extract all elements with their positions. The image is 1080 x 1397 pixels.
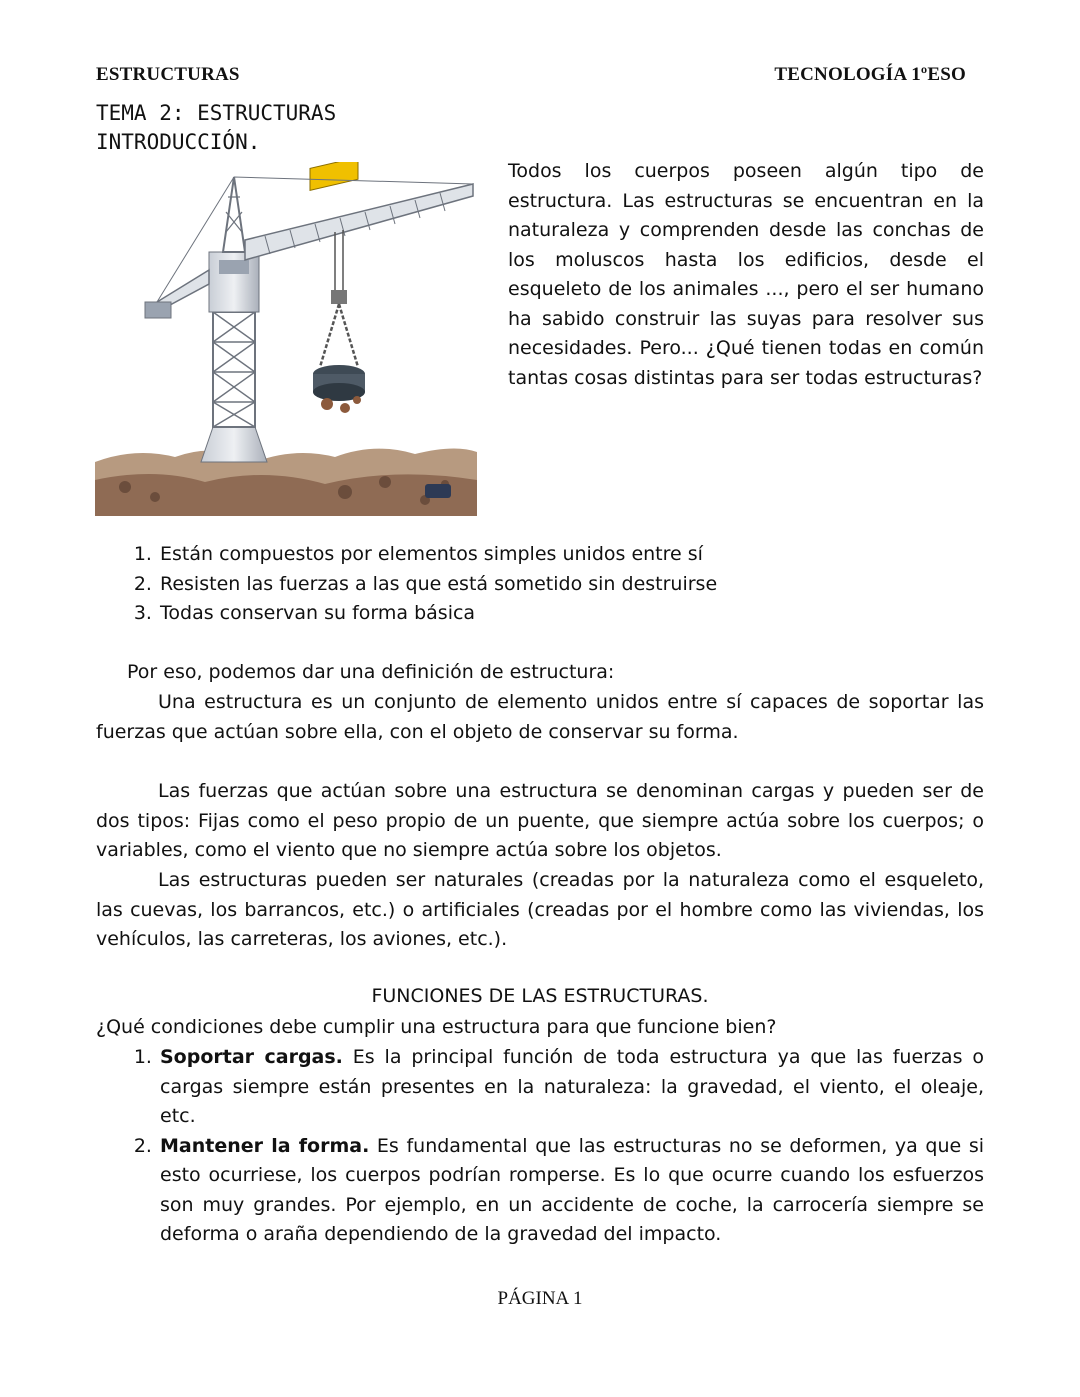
header-course: TECNOLOGÍA 1ºESO [774, 64, 966, 85]
functions-title: FUNCIONES DE LAS ESTRUCTURAS. [371, 985, 709, 1007]
list-item: 2. Resisten las fuerzas a las que está sometido sin destruirse [158, 570, 984, 600]
page-title: TEMA 2: ESTRUCTURAS [96, 101, 337, 125]
functions-list [96, 1043, 984, 1250]
header-subject: ESTRUCTURAS [96, 64, 240, 85]
list-item [158, 1043, 984, 1132]
list-item: 1. Están compuestos por elementos simples unidos entre sí [158, 540, 984, 570]
function-text: Es fundamental que las estructuras no se deformen, ya que si esto ocurriese, los cuerpos podrían romperse. Es lo que ocurre cuando los esfuerzos son muy grandes. Por ejemplo, en un accidente de coche, la carrocería siempre se deforma o araña dependiendo de la gravedad del impacto. [160, 1134, 984, 1245]
section-title-introduction: INTRODUCCIÓN. [96, 130, 261, 154]
page-number: PÁGINA 1 [497, 1288, 583, 1309]
intro-paragraph: Todos los cuerpos poseen algún tipo de estructura. Las estructuras se encuentran en la naturaleza y comprenden desde las conchas de los moluscos hasta los edificios, desde el esqueleto de los animales ..., pero el ser humano ha sabido construir las suyas para resolver sus necesidades. Pero... ¿Qué tienen todas en común tantas cosas distintas para ser todas estructuras? [508, 160, 984, 389]
list-item: 3. Todas conservan su forma básica [158, 599, 984, 629]
tower-crane-illustration [95, 162, 477, 516]
loads-paragraph: Las fuerzas que actúan sobre una estructura se denominan cargas y pueden ser de dos tipos: Fijas como el peso propio de un puente, que siempre actúa sobre los cuerpos; o variables, como el viento que no siempre actúa sobre los objetos. [96, 780, 984, 861]
function-text: Es la principal función de toda estructura ya que las fuerzas o cargas siempre están presentes en la naturaleza: la gravedad, el viento, el oleaje, etc. [160, 1046, 984, 1127]
functions-question: ¿Qué condiciones debe cumplir una estructura para que funcione bien? [96, 1016, 777, 1038]
function-term: Soportar cargas. [160, 1046, 343, 1068]
definition-paragraph: Una estructura es un conjunto de elemento unidos entre sí capaces de soportar las fuerzas que actúan sobre ella, con el objeto de conservar su forma. [96, 691, 984, 743]
common-features-list [96, 540, 984, 629]
types-paragraph: Las estructuras pueden ser naturales (creadas por la naturaleza como el esqueleto, las cuevas, los barrancos, etc.) o artificiales (creadas por el hombre como las viviendas, los vehículos, las carreteras, los aviones, etc.). [96, 869, 984, 950]
list-item [158, 1132, 984, 1250]
function-term: Mantener la forma. [160, 1134, 370, 1157]
definition-lead: Por eso, podemos dar una definición de estructura: [127, 661, 615, 683]
